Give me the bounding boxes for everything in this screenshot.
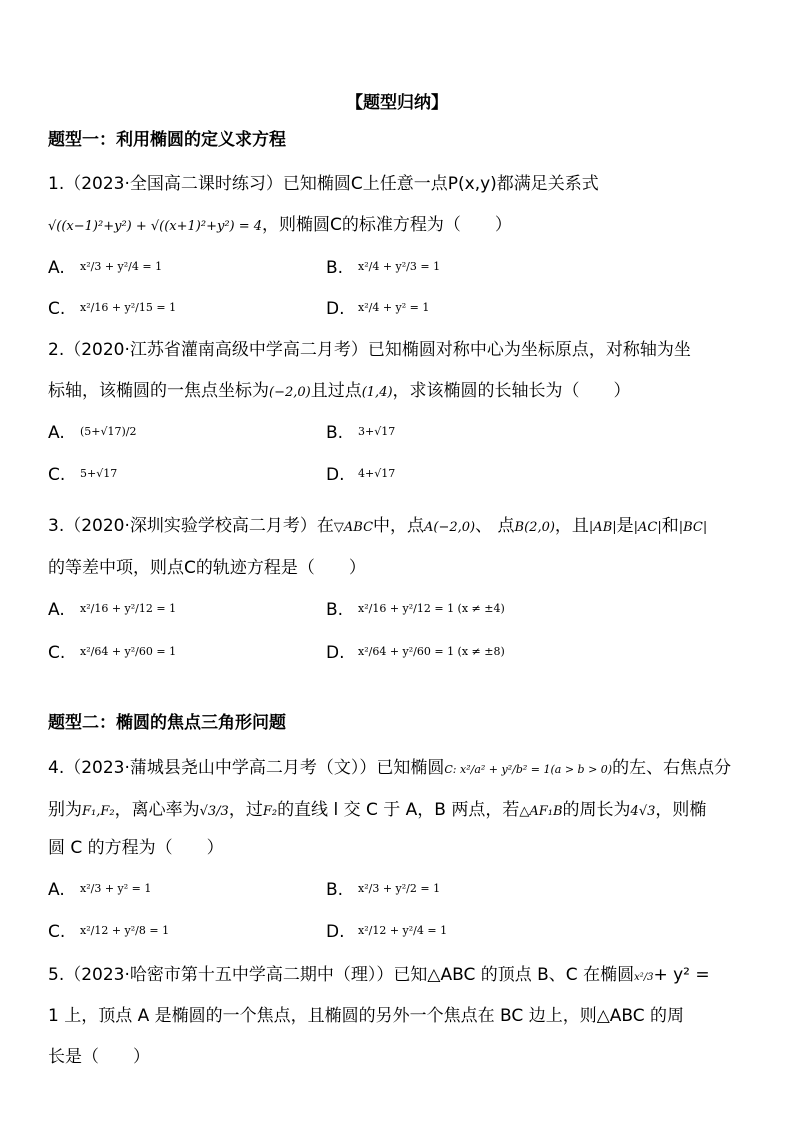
q2-option-c[interactable]: 5+√17 — [80, 467, 118, 480]
q2-stem-line1: 2.（2020·江苏省灌南高级中学高二月考）已知椭圆对称中心为坐标原点，对称轴为坐 — [48, 340, 691, 360]
q2-option-c-label[interactable]: C. — [48, 465, 66, 485]
q4-stem-part-a: 4.（2023·蒲城县尧山中学高二月考（文））已知椭圆 — [48, 758, 445, 778]
q4-stem-part-b: 的左、右焦点分 — [612, 758, 732, 778]
section-title-2: 题型二：椭圆的焦点三角形问题 — [48, 713, 286, 733]
q3-option-b-label[interactable]: B. — [326, 600, 344, 620]
q4-option-a-label[interactable]: A. — [48, 880, 65, 900]
q4-option-b[interactable]: x²/3 + y²/2 = 1 — [358, 882, 441, 895]
q2-option-d[interactable]: 4+√17 — [358, 467, 396, 480]
q4-option-c[interactable]: x²/12 + y²/8 = 1 — [80, 924, 170, 937]
section-title-1: 题型一：利用椭圆的定义求方程 — [48, 130, 286, 150]
q5-stem-part-a: 5.（2023·哈密市第十五中学高二期中（理））已知△ABC 的顶点 B、C 在椭圆 — [48, 965, 635, 985]
q3-abs-ac: |AC| — [633, 520, 662, 535]
q4-stem-part-d: ，离心率为 — [114, 800, 200, 820]
q4-eccentricity: √3/3 — [199, 804, 229, 819]
q4-triangle: △AF₁B — [519, 804, 563, 819]
q1-option-c-label[interactable]: C. — [48, 299, 66, 319]
q4-option-c-label[interactable]: C. — [48, 922, 66, 942]
q3-stem-part-a: 3.（2020·深圳实验学校高二月考）在 — [48, 516, 334, 536]
q1-option-c[interactable]: x²/16 + y²/15 = 1 — [80, 301, 177, 314]
q5-stem-line2: 1 上，顶点 A 是椭圆的一个焦点，且椭圆的另外一个焦点在 BC 边上，则△ABC 的周 — [48, 1006, 685, 1026]
q2-point-2: (1,4) — [361, 385, 393, 400]
q3-stem-part-c: 、 点 — [475, 516, 515, 536]
q1-stem-line1: 1.（2023·全国高二课时练习）已知椭圆C上任意一点P(x,y)都满足关系式 — [48, 174, 599, 194]
q2-option-a-label[interactable]: A. — [48, 423, 65, 443]
q2-stem-line2 — [48, 379, 631, 405]
q3-stem-part-e: 是 — [616, 516, 634, 536]
q2-option-b[interactable]: 3+√17 — [358, 425, 396, 438]
q4-stem-line1 — [48, 756, 731, 782]
q3-point-b: B(2,0) — [514, 520, 555, 535]
q1-option-a[interactable]: x²/3 + y²/4 = 1 — [80, 260, 163, 273]
q3-stem-part-b: 中，点 — [373, 516, 425, 536]
q1-option-b-label[interactable]: B. — [326, 258, 344, 278]
q3-stem-part-d: ，且 — [554, 516, 589, 536]
page-heading: 【题型归纳】 — [346, 93, 448, 113]
q4-ellipse-equation: C: x²/a² + y²/b² = 1(a > b > 0) — [444, 763, 613, 776]
q4-option-d[interactable]: x²/12 + y²/4 = 1 — [358, 924, 448, 937]
q4-option-d-label[interactable]: D. — [326, 922, 345, 942]
q1-option-b[interactable]: x²/4 + y²/3 = 1 — [358, 260, 441, 273]
q2-stem-part-b: 且过点 — [310, 381, 362, 401]
q3-triangle: ▽ABC — [333, 520, 374, 535]
q4-stem-part-f: 的直线 l 交 C 于 A，B 两点，若 — [277, 800, 520, 820]
q4-option-b-label[interactable]: B. — [326, 880, 344, 900]
q3-stem-line2: 的等差中项，则点C的轨迹方程是（ ） — [48, 558, 366, 578]
q4-stem-part-h: ，则椭 — [655, 800, 707, 820]
q4-stem-part-g: 的周长为 — [562, 800, 631, 820]
q4-focus-2: F₂ — [262, 804, 278, 819]
q1-stem-tail: ，则椭圆C的标准方程为（ ） — [262, 215, 512, 235]
q3-abs-bc: |BC| — [678, 520, 708, 535]
q3-stem-line1 — [48, 514, 707, 540]
q2-option-d-label[interactable]: D. — [326, 465, 345, 485]
q3-option-b[interactable]: x²/16 + y²/12 = 1 (x ≠ ±4) — [358, 602, 505, 615]
q2-point-1: (−2,0) — [269, 385, 311, 400]
q1-stem-line2 — [48, 213, 512, 239]
q2-stem-part-a: 标轴，该椭圆的一焦点坐标为 — [48, 381, 269, 401]
q3-abs-ab: |AB| — [588, 520, 617, 535]
q1-option-d[interactable]: x²/4 + y² = 1 — [358, 301, 430, 314]
q5-ellipse-fraction: x²/3 — [634, 972, 654, 983]
q3-option-a[interactable]: x²/16 + y²/12 = 1 — [80, 602, 177, 615]
q1-option-a-label[interactable]: A. — [48, 258, 65, 278]
q5-stem-part-b: + y² = — [653, 965, 710, 985]
q3-option-d-label[interactable]: D. — [326, 643, 345, 663]
q3-option-d[interactable]: x²/64 + y²/60 = 1 (x ≠ ±8) — [358, 645, 505, 658]
q4-perimeter: 4√3 — [630, 804, 656, 819]
q3-point-a: A(−2,0) — [424, 520, 476, 535]
q1-formula: √((x−1)²+y²) + √((x+1)²+y²) = 4 — [48, 219, 263, 234]
q5-stem-line3: 长是（ ） — [48, 1047, 150, 1067]
q3-option-c[interactable]: x²/64 + y²/60 = 1 — [80, 645, 177, 658]
q2-option-b-label[interactable]: B. — [326, 423, 344, 443]
q4-option-a[interactable]: x²/3 + y² = 1 — [80, 882, 152, 895]
q4-stem-line2 — [48, 798, 706, 824]
q4-foci: F₁,F₂ — [82, 804, 115, 819]
q3-option-c-label[interactable]: C. — [48, 643, 66, 663]
q2-stem-part-c: ，求该椭圆的长轴长为（ ） — [392, 381, 631, 401]
q5-stem-line1 — [48, 963, 710, 990]
q4-stem-line3: 圆 C 的方程为（ ） — [48, 838, 224, 858]
q1-option-d-label[interactable]: D. — [326, 299, 345, 319]
q4-stem-part-c: 别为 — [48, 800, 82, 820]
q2-option-a[interactable]: (5+√17)/2 — [80, 425, 137, 438]
q4-stem-part-e: ，过 — [228, 800, 263, 820]
q3-stem-part-f: 和 — [661, 516, 679, 536]
q3-option-a-label[interactable]: A. — [48, 600, 65, 620]
